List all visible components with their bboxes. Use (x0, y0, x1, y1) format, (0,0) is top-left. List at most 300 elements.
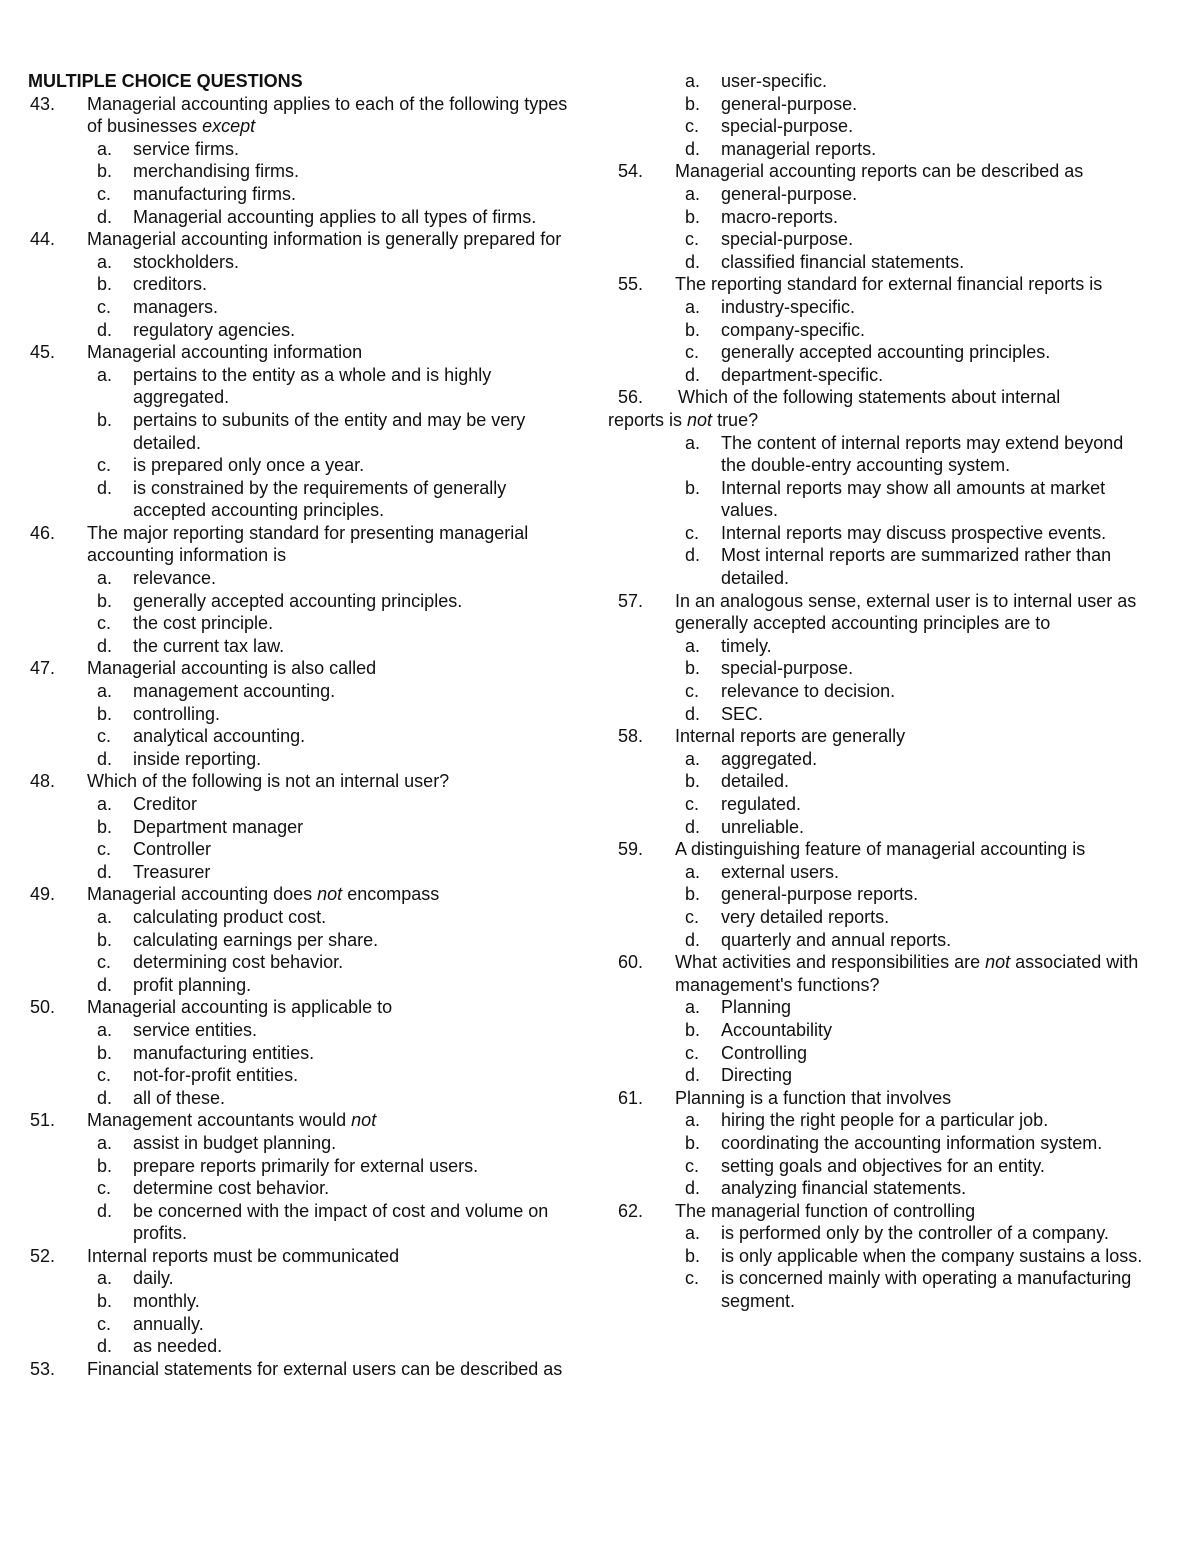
option-letter: c. (97, 726, 112, 747)
question-text-part: Managerial accounting applies to each of the following types of businesses (87, 93, 568, 137)
question-text (87, 1358, 580, 1381)
option-letter: d. (685, 816, 701, 837)
option-letter: a. (97, 1268, 113, 1289)
option-letter: d. (97, 861, 113, 882)
question-number: 44. (30, 229, 56, 250)
option-letter: b. (685, 884, 701, 905)
option (608, 883, 1148, 906)
question-text (87, 883, 580, 906)
option-letter: d. (97, 635, 113, 656)
option-text: aggregated. (721, 748, 818, 769)
option (20, 1267, 580, 1290)
option-text: all of these. (133, 1087, 226, 1108)
option-text: manufacturing entities. (133, 1042, 315, 1063)
option (608, 115, 1148, 138)
question-stem (20, 228, 580, 251)
option-text: creditors. (133, 274, 208, 295)
left-column (20, 70, 580, 1380)
option-text: Department manager (133, 816, 304, 837)
option (20, 183, 580, 206)
option-letter: a. (685, 183, 701, 204)
option-text: assist in budget planning. (133, 1132, 337, 1153)
question-number: 49. (30, 884, 56, 905)
option-letter: b. (97, 1291, 113, 1312)
question-text-part: The managerial function of controlling (675, 1200, 976, 1221)
question-text (87, 522, 580, 567)
question-text-part: Internal reports must be communicated (87, 1245, 400, 1266)
option-letter: c. (97, 455, 112, 476)
question-stem (608, 1087, 1148, 1110)
option-letter: c. (685, 116, 700, 137)
option-text: general-purpose. (721, 183, 858, 204)
option-letter: c. (685, 229, 700, 250)
option (20, 1132, 580, 1155)
option (608, 228, 1148, 251)
question-45 (20, 341, 580, 522)
question-text (87, 228, 580, 251)
option-letter: a. (97, 681, 113, 702)
option-text: timely. (721, 635, 772, 656)
option-text: detailed. (721, 771, 790, 792)
question-stem (20, 1245, 580, 1268)
option-letter: a. (97, 1019, 113, 1040)
option (608, 996, 1148, 1019)
option-letter: c. (97, 1313, 112, 1334)
option-letter: a. (97, 1132, 113, 1153)
question-stem (608, 838, 1148, 861)
question-text-part: Managerial accounting information is generally prepared for (87, 229, 562, 250)
option-letter: b. (97, 161, 113, 182)
option-text: the cost principle. (133, 613, 274, 634)
question-number: 47. (30, 658, 56, 679)
question-stem (20, 883, 580, 906)
option-text: macro-reports. (721, 206, 839, 227)
question-list-left (20, 93, 580, 1381)
question-text-emphasis: not (351, 1110, 377, 1131)
option-letter: d. (97, 206, 113, 227)
option-text: analytical accounting. (133, 726, 306, 747)
question-text (87, 1109, 580, 1132)
option (20, 974, 580, 997)
option-text: calculating earnings per share. (133, 929, 379, 950)
option-text: controlling. (133, 703, 221, 724)
option (20, 1313, 580, 1336)
option-letter: d. (685, 138, 701, 159)
option-text: monthly. (133, 1291, 200, 1312)
question-55 (608, 273, 1148, 386)
question-60 (608, 951, 1148, 1087)
question-stem (20, 1109, 580, 1132)
option-letter: c. (97, 952, 112, 973)
question-stem (608, 725, 1148, 748)
question-text (675, 590, 1148, 635)
option (608, 929, 1148, 952)
option-letter: b. (97, 274, 113, 295)
question-number: 61. (618, 1087, 644, 1108)
option-letter: c. (685, 906, 700, 927)
option-letter: c. (685, 342, 700, 363)
question-61 (608, 1087, 1148, 1200)
option (608, 1042, 1148, 1065)
question-text-part: Planning is a function that involves (675, 1087, 952, 1108)
question-62 (608, 1200, 1148, 1313)
option-letter: a. (685, 296, 701, 317)
option (20, 364, 580, 409)
question-stem (20, 996, 580, 1019)
option-letter: d. (97, 1087, 113, 1108)
option-letter: c. (97, 613, 112, 634)
option (608, 816, 1148, 839)
question-56-options (608, 432, 1148, 590)
question-number: 53. (30, 1358, 56, 1379)
option (608, 1245, 1148, 1268)
option-text: annually. (133, 1313, 204, 1334)
option-text: profit planning. (133, 974, 252, 995)
question-text-emphasis: not (985, 952, 1011, 973)
option (20, 206, 580, 229)
option-text: department-specific. (721, 364, 884, 385)
option-letter: a. (97, 251, 113, 272)
option (608, 1019, 1148, 1042)
option (20, 929, 580, 952)
option (608, 1132, 1148, 1155)
question-number: 50. (30, 997, 56, 1018)
option (608, 793, 1148, 816)
option-letter: b. (685, 319, 701, 340)
question-text-part: encompass (342, 884, 440, 905)
question-stem (20, 93, 580, 138)
option (20, 1155, 580, 1178)
option-letter: a. (685, 635, 701, 656)
question-text-part: The reporting standard for external financial reports is (675, 274, 1103, 295)
option (20, 1064, 580, 1087)
question-51 (20, 1109, 580, 1245)
option (20, 296, 580, 319)
option-letter: a. (97, 906, 113, 927)
question-52 (20, 1245, 580, 1358)
option-text: unreliable. (721, 816, 805, 837)
option (20, 725, 580, 748)
option-letter: a. (685, 1110, 701, 1131)
option-text: Planning (721, 997, 792, 1018)
option-text: service entities. (133, 1019, 258, 1040)
option-letter: b. (97, 590, 113, 611)
option-text: Directing (721, 1065, 793, 1086)
option-text: classified financial statements. (721, 251, 965, 272)
question-text-part: Which of the following is not an internal user? (87, 771, 450, 792)
option (20, 1200, 580, 1245)
option-text: inside reporting. (133, 748, 262, 769)
question-56-line2: reports is not true? (608, 409, 759, 430)
option-text: Most internal reports are summarized rather than detailed. (721, 545, 1112, 589)
option-letter: a. (97, 568, 113, 589)
question-54 (608, 160, 1148, 273)
question-text: Which of the following statements about internal (678, 387, 1061, 408)
option (608, 93, 1148, 116)
question-stem (20, 522, 580, 567)
option (20, 861, 580, 884)
option (20, 906, 580, 929)
option (608, 680, 1148, 703)
option (608, 1109, 1148, 1132)
option (20, 838, 580, 861)
question-number: 51. (30, 1110, 56, 1131)
question-text-part: Managerial accounting does (87, 884, 318, 905)
option-text: is concerned mainly with operating a manufacturing segment. (721, 1268, 1132, 1312)
option (608, 770, 1148, 793)
option (20, 319, 580, 342)
option-letter: b. (685, 1132, 701, 1153)
option-letter: d. (685, 1065, 701, 1086)
section-heading: MULTIPLE CHOICE QUESTIONS (28, 71, 303, 91)
question-46 (20, 522, 580, 658)
option (20, 251, 580, 274)
option-text: is only applicable when the company sustains a loss. (721, 1245, 1143, 1266)
option (608, 748, 1148, 771)
question-text (87, 770, 580, 793)
question-text-part: Managerial accounting reports can be described as (675, 161, 1084, 182)
question-number: 62. (618, 1200, 644, 1221)
option (608, 251, 1148, 274)
option-letter: a. (97, 138, 113, 159)
option (608, 296, 1148, 319)
question-number: 43. (30, 93, 56, 114)
question-number: 46. (30, 522, 56, 543)
option-text: Controlling (721, 1042, 808, 1063)
question-text (87, 996, 580, 1019)
question-44 (20, 228, 580, 341)
option (20, 1019, 580, 1042)
question-56 (608, 386, 1148, 589)
question-number: 48. (30, 771, 56, 792)
option-letter: a. (97, 794, 113, 814)
option-text: SEC. (721, 703, 764, 724)
option-letter: c. (97, 1065, 112, 1086)
option (20, 816, 580, 839)
option-text: is prepared only once a year. (133, 455, 365, 476)
question-48 (20, 770, 580, 883)
option-text: Accountability (721, 1019, 833, 1040)
option (608, 341, 1148, 364)
question-text (87, 657, 580, 680)
option-text: calculating product cost. (133, 906, 327, 927)
option-letter: a. (685, 71, 701, 91)
question-number: 57. (618, 590, 644, 611)
option (20, 567, 580, 590)
option (20, 138, 580, 161)
question-stem (608, 160, 1148, 183)
option (20, 1335, 580, 1358)
option-text: managers. (133, 296, 219, 317)
question-53 (20, 1358, 580, 1381)
option-letter: d. (97, 974, 113, 995)
option-text: determining cost behavior. (133, 952, 344, 973)
option-letter: c. (97, 1178, 112, 1199)
option (608, 635, 1148, 658)
option (20, 1290, 580, 1313)
option-text: very detailed reports. (721, 906, 890, 927)
option-letter: d. (97, 319, 113, 340)
question-text (675, 1087, 1148, 1110)
option-text: regulated. (721, 794, 802, 814)
option-text: as needed. (133, 1336, 223, 1357)
question-number: 56. (618, 387, 644, 408)
option-text: external users. (721, 861, 840, 882)
option-text: special-purpose. (721, 658, 854, 679)
question-text-emphasis: not (317, 884, 343, 905)
option-text: user-specific. (721, 71, 828, 91)
option-letter: a. (685, 997, 701, 1018)
question-text-part: The major reporting standard for presenting managerial accounting information is (87, 522, 529, 566)
option-text: hiring the right people for a particular job. (721, 1110, 1049, 1131)
option (608, 861, 1148, 884)
option (608, 657, 1148, 680)
option (20, 951, 580, 974)
option (20, 477, 580, 522)
question-text-part: What activities and responsibilities are (675, 952, 986, 973)
option (608, 906, 1148, 929)
option-letter: b. (97, 1155, 113, 1176)
option (608, 364, 1148, 387)
option-letter: c. (97, 296, 112, 317)
option-text: pertains to the entity as a whole and is highly aggregated. (133, 364, 492, 408)
question-59 (608, 838, 1148, 951)
question-text (675, 1200, 1148, 1223)
option-text: merchandising firms. (133, 161, 300, 182)
question-stem (20, 341, 580, 364)
question-stem (608, 273, 1148, 296)
option-letter: d. (685, 929, 701, 950)
option (20, 793, 580, 816)
option-letter: b. (97, 703, 113, 724)
question-text-part: A distinguishing feature of managerial accounting is (675, 839, 1086, 860)
option (608, 522, 1148, 545)
option (608, 183, 1148, 206)
option-letter: a. (685, 432, 701, 453)
option (608, 432, 1148, 477)
option-text: be concerned with the impact of cost and volume on profits. (133, 1200, 549, 1244)
right-column (608, 70, 1148, 1313)
option (608, 477, 1148, 522)
option-text: daily. (133, 1268, 174, 1289)
option (608, 544, 1148, 589)
question-text (87, 1245, 580, 1268)
option-letter: d. (685, 251, 701, 272)
option-letter: c. (685, 681, 700, 702)
option-letter: a. (685, 861, 701, 882)
question-50 (20, 996, 580, 1109)
question-43 (20, 93, 580, 229)
question-number: 59. (618, 839, 644, 860)
question-text-emphasis: except (202, 116, 256, 137)
option-text: Treasurer (133, 861, 211, 882)
option-text: relevance to decision. (721, 681, 896, 702)
option (20, 748, 580, 771)
question-text-part: Management accountants would (87, 1110, 352, 1131)
option-text: general-purpose reports. (721, 884, 919, 905)
option-letter: c. (685, 794, 700, 814)
question-number: 58. (618, 726, 644, 747)
question-text (675, 838, 1148, 861)
question-text-part: Managerial accounting is applicable to (87, 997, 393, 1018)
option (608, 1155, 1148, 1178)
question-text (87, 341, 580, 364)
option-text: company-specific. (721, 319, 866, 340)
question-text-part: Managerial accounting is also called (87, 658, 377, 679)
option (20, 680, 580, 703)
question-number: 52. (30, 1245, 56, 1266)
option-text: prepare reports primarily for external users. (133, 1155, 479, 1176)
option (20, 409, 580, 454)
option-text: industry-specific. (721, 296, 856, 317)
option (608, 1267, 1148, 1312)
option-letter: c. (685, 1155, 700, 1176)
option-letter: b. (685, 658, 701, 679)
question-number: 60. (618, 952, 644, 973)
option-letter: d. (685, 703, 701, 724)
option-letter: b. (685, 93, 701, 114)
option (608, 138, 1148, 161)
option (20, 703, 580, 726)
option-text: managerial reports. (721, 138, 877, 159)
option-text: general-purpose. (721, 93, 858, 114)
option (608, 1064, 1148, 1087)
question-stem (20, 657, 580, 680)
option (20, 160, 580, 183)
option-text: The content of internal reports may extend beyond the double-entry accounting system. (721, 432, 1124, 476)
option-letter: d. (685, 1178, 701, 1199)
option-letter: c. (685, 522, 700, 543)
option-letter: d. (685, 545, 701, 566)
option-text: Controller (133, 839, 212, 860)
question-text (87, 93, 580, 138)
option-text: generally accepted accounting principles. (721, 342, 1051, 363)
question-text (675, 273, 1148, 296)
option-text: not-for-profit entities. (133, 1065, 299, 1086)
option-letter: b. (685, 477, 701, 498)
option-letter: c. (685, 1042, 700, 1063)
option (608, 703, 1148, 726)
option (20, 454, 580, 477)
question-text-part: associated with management's functions? (675, 952, 1139, 995)
option (20, 612, 580, 635)
option-text: manufacturing firms. (133, 183, 297, 204)
option-letter: b. (97, 409, 113, 430)
option-letter: a. (97, 364, 113, 385)
option-letter: d. (97, 477, 113, 498)
option-text: relevance. (133, 568, 217, 589)
option-text: stockholders. (133, 251, 240, 272)
option-text: Internal reports may show all amounts at market values. (721, 477, 1106, 521)
option-text: Internal reports may discuss prospective events. (721, 522, 1107, 543)
carryover-options (608, 70, 1148, 160)
option-text: service firms. (133, 138, 240, 159)
question-58 (608, 725, 1148, 838)
option-letter: b. (685, 771, 701, 792)
option (20, 635, 580, 658)
question-text-part: Financial statements for external users can be described as (87, 1358, 563, 1379)
option-letter: b. (685, 1019, 701, 1040)
question-text-part: In an analogous sense, external user is to internal user as generally accepted accounting principles are to (675, 590, 1137, 634)
option-letter: d. (685, 364, 701, 385)
option-text: setting goals and objectives for an entity. (721, 1155, 1045, 1176)
option (608, 319, 1148, 342)
question-number: 45. (30, 342, 56, 363)
option-text: management accounting. (133, 681, 336, 702)
option (20, 1042, 580, 1065)
option-letter: c. (97, 839, 112, 860)
option-letter: a. (685, 748, 701, 769)
